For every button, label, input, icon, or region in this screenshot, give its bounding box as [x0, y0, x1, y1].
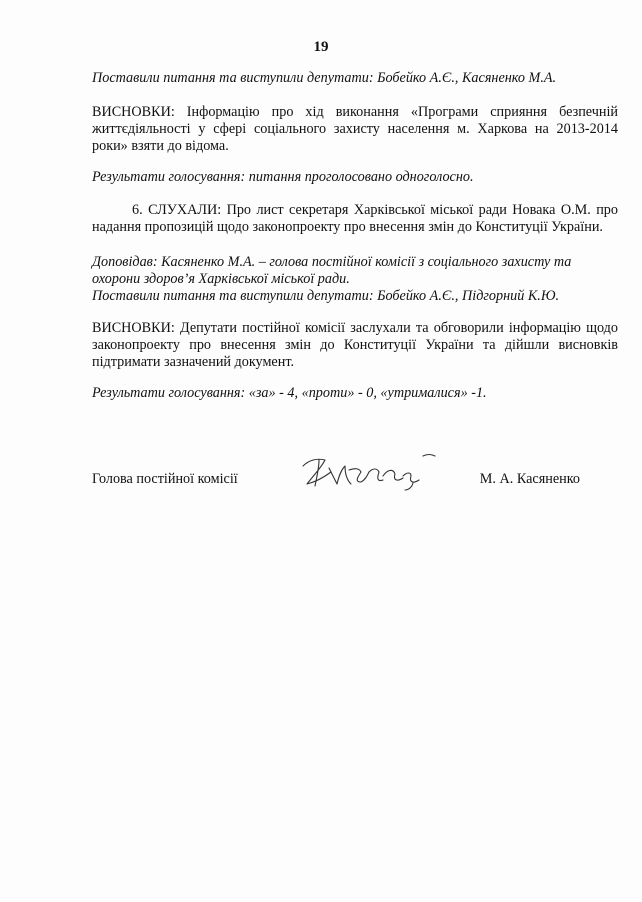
voting-results-1: Результати голосування: питання проголосовано одноголосно. [92, 169, 474, 185]
voting-results-2: Результати голосування: «за» - 4, «проти» - 0, «утрималися» -1. [92, 385, 487, 401]
signatory-name: М. А. Касяненко [479, 471, 580, 487]
reported-by: Доповідав: Касяненко М.А. – голова постійної комісії з соціального захисту та охорони здоров’я Харківської міської ради. [92, 254, 572, 287]
speakers-paragraph-2: Поставили питання та виступили депутати: Бобейко А.Є., Підгорний К.Ю. [92, 288, 560, 304]
heard-item-6: 6. СЛУХАЛИ: Про лист секретаря Харківської міської ради Новака О.М. про надання пропозицій щодо законопроекту про внесення змін до Конституції України. [92, 202, 618, 235]
conclusions-paragraph-2: ВИСНОВКИ: Депутати постійної комісії заслухали та обговорили інформацію щодо законопроекту про внесення змін до Конституції України та дійшли висновків підтримати зазначений документ. [92, 320, 618, 370]
signatory-title: Голова постійної комісії [92, 471, 238, 487]
page-number: 19 [313, 39, 329, 55]
conclusions-paragraph-1: ВИСНОВКИ: Інформацію про хід виконання «Програми сприяння безпечній життєдіяльності у сфері соціального захисту населення м. Харкова на 2013-2014 роки» взяти до відома. [92, 104, 618, 154]
speakers-paragraph-1: Поставили питання та виступили депутати: Бобейко А.Є., Касяненко М.А. [92, 70, 557, 86]
handwritten-signature [295, 446, 445, 496]
